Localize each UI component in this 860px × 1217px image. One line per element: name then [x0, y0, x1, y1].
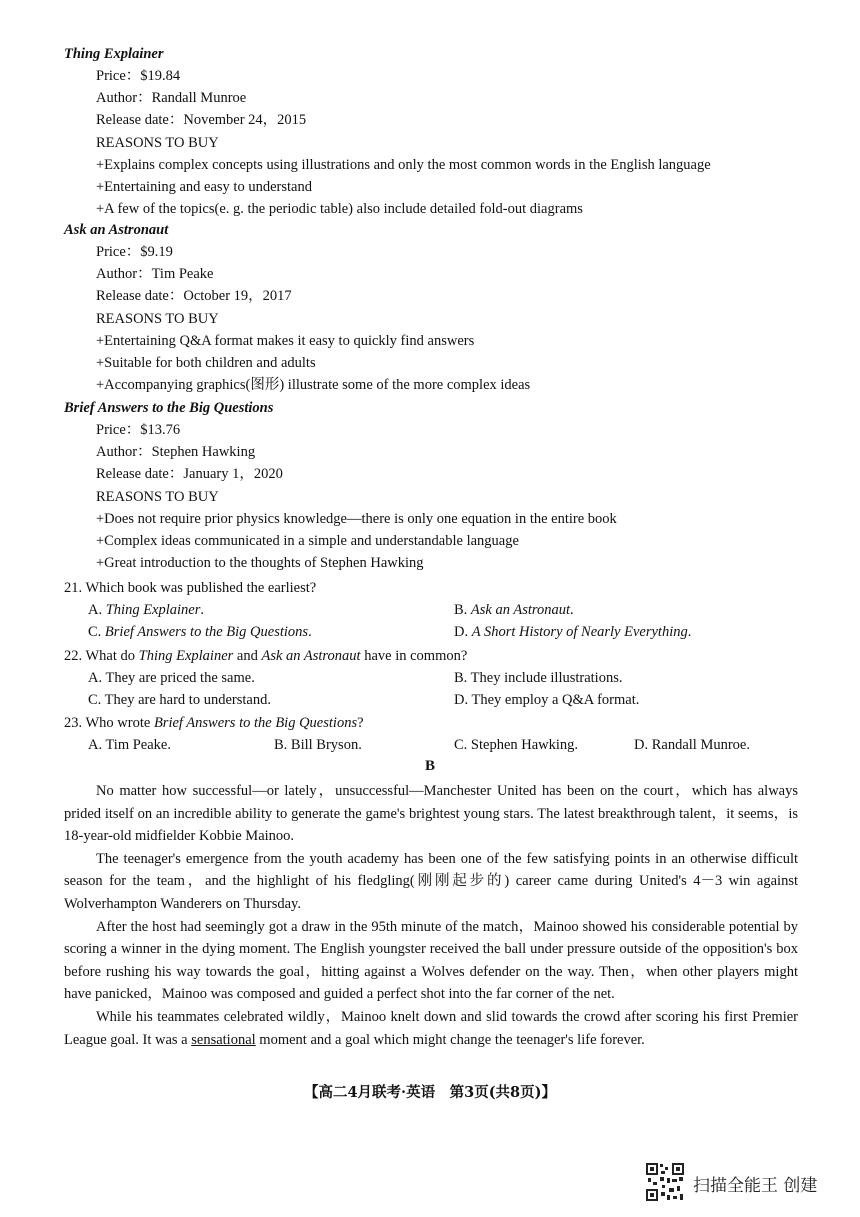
question-21	[64, 577, 804, 643]
book-entry-thing-explainer	[64, 43, 784, 220]
reason-item: +Accompanying graphics(图形) illustrate some of the more complex ideas	[96, 377, 531, 394]
reason-item: +Complex ideas communicated in a simple and understandable language	[96, 532, 519, 549]
passage-paragraph: The teenager's emergence from the youth academy has been one of the few satisfying points in an otherwise difficult season for the team，and the highlight of his fledgling(刚刚起步的) career came during United's 4－3 win against Wolverhampton Wanderers on Thursday.	[64, 850, 798, 912]
option-b[interactable]: B. They include illustrations.	[454, 670, 623, 686]
option-c[interactable]: C. Stephen Hawking.	[454, 737, 579, 753]
question-stem: 23. Who wrote Brief Answers to the Big Questions?	[64, 715, 364, 731]
scanner-watermark	[645, 1162, 845, 1202]
reason-item: +A few of the topics(e. g. the periodic table) also include detailed fold-out diagrams	[96, 201, 583, 218]
reason-item: +Suitable for both children and adults	[96, 354, 316, 371]
book-release-date: Release date：November 24，2015	[96, 112, 307, 129]
passage-paragraph: No matter how successful—or lately，unsuccessful—Manchester United has been on the court，which has always prided itself on an incredible ability to generate the game's brightest young stars. The latest breakthrough talent，it seems，is 18-year-old midfielder Kobbie Mainoo.	[64, 783, 798, 845]
passage-paragraph: After the host had seemingly got a draw in the 95th minute of the match，Mainoo showed his considerable potential by scoring a winner in the dying moment. The English youngster received the ball under pressure outside of the opposition's box before rushing his way towards the goal，hitting against a Wolves defender on the way. Then，when other players might have panicked，Mainoo was composed and guided a perfect shot into the far corner of the net.	[64, 918, 798, 1003]
option-d[interactable]: D. They employ a Q&A format.	[454, 692, 640, 708]
book-author: Author：Tim Peake	[96, 266, 214, 283]
question-22	[64, 645, 804, 711]
passage-paragraph: While his teammates celebrated wildly，Mainoo knelt down and slid towards the crowd after scoring his first Premier League goal. It was a sensational moment and a goal which might change the teenager's life forever.	[64, 1008, 798, 1048]
options-row	[64, 621, 804, 643]
page-footer: 【高二4月联考·英语 第3页(共8页)】	[303, 1084, 557, 1101]
reading-passage	[64, 780, 798, 1051]
book-entry-ask-an-astronaut	[64, 219, 784, 396]
book-release-date: Release date：January 1，2020	[96, 466, 283, 483]
option-c[interactable]: C. Brief Answers to the Big Questions.	[88, 624, 312, 640]
option-b[interactable]: B. Ask an Astronaut.	[454, 602, 574, 618]
options-row	[64, 599, 804, 621]
book-title: Brief Answers to the Big Questions	[64, 400, 274, 416]
qr-code-icon	[645, 1162, 685, 1202]
option-c[interactable]: C. They are hard to understand.	[88, 692, 271, 708]
options-row	[64, 667, 804, 689]
option-a[interactable]: A. Thing Explainer.	[88, 602, 205, 618]
reasons-heading: REASONS TO BUY	[96, 134, 219, 151]
reason-item: +Entertaining Q&A format makes it easy to quickly find answers	[96, 332, 475, 349]
option-a[interactable]: A. Tim Peake.	[88, 737, 171, 753]
book-price: Price：$13.76	[96, 422, 181, 438]
option-d[interactable]: D. Randall Munroe.	[634, 737, 750, 753]
book-entry-brief-answers	[64, 397, 784, 574]
reason-item: +Entertaining and easy to understand	[96, 178, 312, 195]
section-heading: B	[424, 758, 435, 774]
reason-item: +Explains complex concepts using illustrations and only the most common words in the English language	[96, 156, 711, 173]
book-author: Author：Stephen Hawking	[96, 444, 256, 461]
question-stem: 21. Which book was published the earliest?	[64, 580, 317, 596]
watermark-text: 扫描全能王 创建	[693, 1176, 818, 1196]
book-price: Price：$19.84	[96, 68, 181, 84]
option-a[interactable]: A. They are priced the same.	[88, 670, 255, 686]
underlined-word: sensational	[191, 1031, 256, 1048]
reason-item: +Great introduction to the thoughts of Stephen Hawking	[96, 555, 424, 572]
reasons-heading: REASONS TO BUY	[96, 488, 219, 505]
book-price: Price：$9.19	[96, 244, 173, 260]
reasons-heading: REASONS TO BUY	[96, 310, 219, 327]
option-d[interactable]: D. A Short History of Nearly Everything.	[454, 624, 692, 640]
options-row	[64, 689, 804, 711]
question-stem: 22. What do Thing Explainer and Ask an Astronaut have in common?	[64, 648, 468, 664]
reason-item: +Does not require prior physics knowledge—there is only one equation in the entire book	[96, 510, 617, 527]
book-author: Author：Randall Munroe	[96, 90, 247, 107]
book-title: Thing Explainer	[64, 46, 164, 62]
options-row	[64, 734, 804, 756]
book-release-date: Release date：October 19，2017	[96, 288, 292, 305]
question-23	[64, 712, 804, 756]
option-b[interactable]: B. Bill Bryson.	[274, 737, 362, 753]
book-title: Ask an Astronaut	[64, 222, 169, 238]
